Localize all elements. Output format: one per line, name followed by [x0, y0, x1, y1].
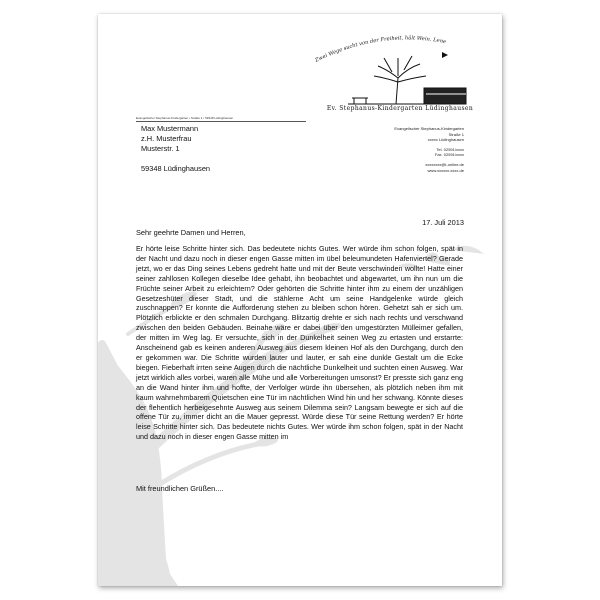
logo-name: Ev. Stephanus-Kindergarten Lüdinghausen — [326, 105, 474, 112]
recipient-address — [141, 124, 210, 174]
contact-org: Evangelischer Stephanus-Kindergarten — [394, 126, 464, 131]
recipient-city: 59348 Lüdinghausen — [141, 164, 211, 173]
recipient-attn: z.H. Musterfrau — [141, 134, 192, 143]
contact-street: Straße 1 — [448, 131, 464, 137]
sender-return-line: Evangelischer Stephanus-Kindergarten • Straße 1 • 59348 Lüdinghausen — [136, 116, 306, 122]
letter-body: Er hörte leise Schritte hinter sich. Das bedeutete nichts Gutes. Wer würde ihm schon folgen, spät in der Nacht und dazu noch in dieser engen Gasse mitten im übel beleumundeten Hafenviertel? Gerade jetzt, wo er das Ding seines Lebens gedreht hatte und mit der Beute verschwinden wollte! Hatte einer seiner zahllosen Kollegen dieselbe Idee gehabt, ihn beobachtet und abgewartet, um ihn nun um die Früchte seiner Arbeit zu erleichtern? Oder gehörten die Schritte hinter ihm zu einem der unzähligen Gesetzeshüter dieser Stadt, und die stählerne Acht um seine Handgelenke würde gleich zuschnappen? Er konnte die Aufforderung stehen zu bleiben schon hören. Gehetzt sah er sich um. Plötzlich erblickte er den schmalen Durchgang. Blitzartig drehte er sich nach rechts und verschwand zwischen den beiden Gebäuden. Beinahe wäre er dabei über den umgestürzten Mülleimer gefallen, der mitten im Weg lag. Er versuchte, sich in der Dunkelheit seinen Weg zu ertasten und erstarrte: Anscheinend gab es keinen anderen Ausweg aus diesem kleinen Hof als den Durchgang, durch den er gekommen war. Die Schritte wurden lauter und lauter, er sah eine dunkle Gestalt um die Ecke biegen. Fieberhaft irrten seine Augen durch die nächtliche Dunkelheit und suchten einen Ausweg. War jetzt wirklich alles vorbei, waren alle Mühe und alle Vorbereitungen umsonst? Er presste sich ganz eng an die Wand hinter ihm und hoffte, der Verfolger würde ihn übersehen, als plötzlich neben ihm mit kaum wahrnehmbarem Quietschen eine Tür im nächtlichen Wind hin und her schwang. Könnte dieses der flehentlich herbeigesehnte Ausweg aus seinem Dilemma sein? Langsam bewegte er sich auf die offene Tür zu, immer dicht an die Mauer gepresst. Würde diese Tür seine Rettung werden? Er hörte leise Schritte hinter sich. Das bedeutete nichts Gutes. Wer würde ihm schon folgen, spät in der Nacht und dazu noch in dieser engen Gasse mitten im — [136, 244, 463, 442]
salutation: Sehr geehrte Damen und Herren, — [136, 228, 246, 237]
tree-with-bench-icon — [338, 48, 468, 106]
letter-sheet — [98, 14, 502, 586]
contact-email: xxxxxxxx@t-online.de — [425, 161, 464, 167]
recipient-name: Max Mustermann — [141, 124, 199, 133]
letter-date: 17. Juli 2013 — [422, 218, 464, 227]
sender-contact-block — [364, 126, 464, 173]
logo-motto: Zwei Wege sucht von der Freiheit, hält Wein. Lene — [314, 35, 447, 64]
kindergarten-logo — [310, 26, 490, 116]
contact-city: xxxxx Lüdinghausen — [427, 137, 464, 143]
contact-tel: Tel. 02591/xxxx — [436, 146, 464, 152]
closing: Mit freundlichen Grüßen.... — [136, 484, 224, 493]
contact-web: www.xxxxxx-xxxx.de — [427, 167, 464, 173]
contact-fax: Fax. 02591/xxxx — [434, 152, 464, 158]
recipient-street: Musterstr. 1 — [141, 144, 180, 153]
